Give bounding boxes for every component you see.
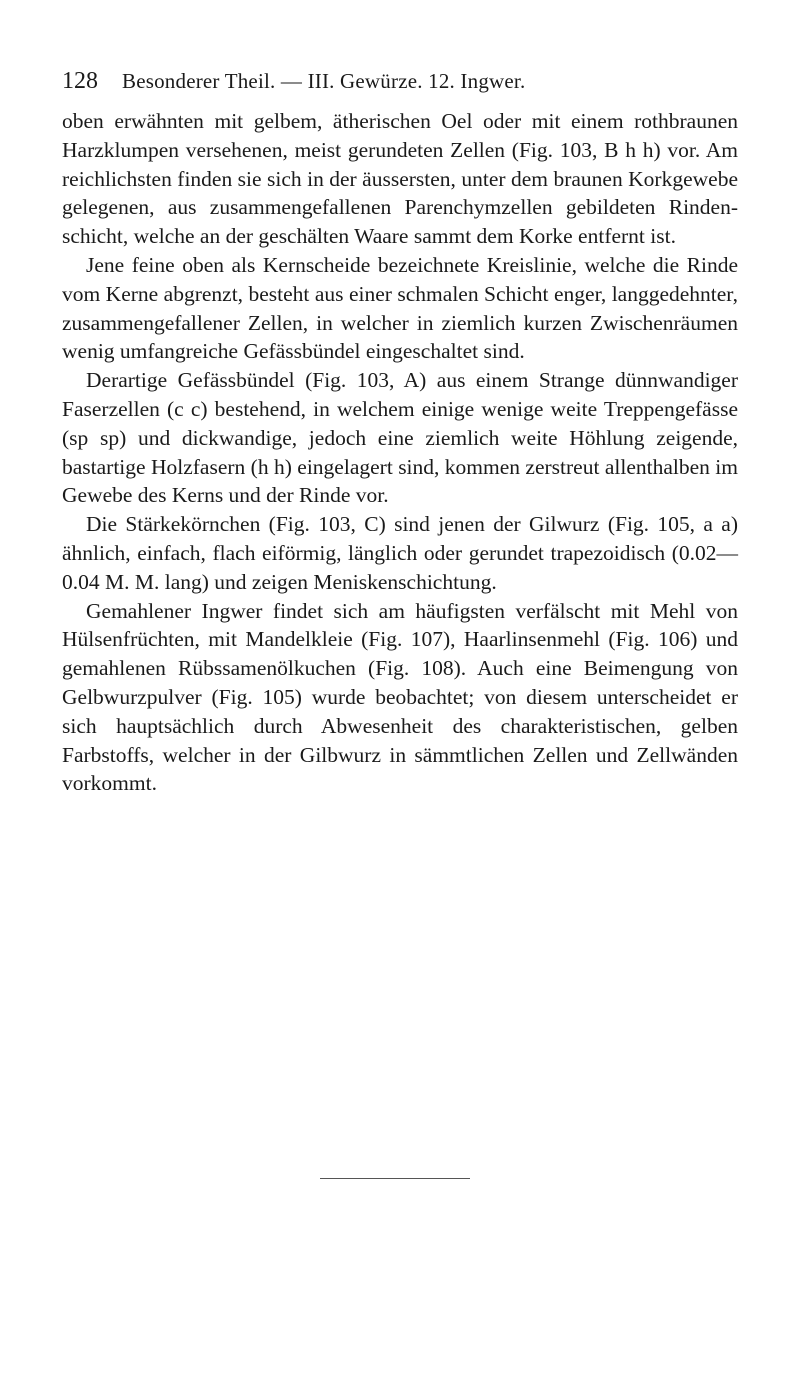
page-number: 128	[62, 68, 98, 94]
footnote-rule	[320, 1178, 470, 1179]
paragraph-kernscheide: Jene feine oben als Kernscheide bezeichnete Kreislinie, welche die Rinde vom Kerne abgrenzt, besteht aus einer schmalen Schicht enger, langgedehnter, zusammengefallener Zellen, in welcher in ziemlich kurzen Zwischenräumen wenig umfangreiche Gefässbündel eingeschaltet sind.	[62, 252, 738, 364]
running-title: Besonderer Theil. — III. Gewürze. 12. Ingwer.	[122, 69, 526, 93]
body-text	[62, 107, 738, 798]
page-header	[62, 66, 742, 96]
paragraph-staerkekoernchen: Die Stärkekörnchen (Fig. 103, C) sind jenen der Gilwurz (Fig. 105, a a) ähnlich, einfach, flach eiförmig, länglich oder gerundet trapezoidisch (0.02—0.04 M. M. lang) und zeigen Meniskenschichtung.	[62, 512, 738, 594]
paragraph-continuation: oben erwähnten mit gelbem, ätherischen Oel oder mit einem rothbraunen Harzklumpen versehenen, meist gerundeten Zellen (Fig. 103, B h h) vor. Am reichlichsten finden sie sich in der äussersten, unter dem braunen Korkgewebe gelegenen, aus zusammengefallenen Parenchymzellen gebildeten Rinden-schicht, welche an der geschälten Waare sammt dem Korke entfernt ist.	[62, 109, 738, 249]
paragraph-verfaelschung: Gemahlener Ingwer findet sich am häufigsten verfälscht mit Mehl von Hülsenfrüchten, mit Mandelkleie (Fig. 107), Haarlinsenmehl (Fig. 106) und gemahlenen Rübssamenölkuchen (Fig. 108). Auch eine Beimengung von Gelbwurzpulver (Fig. 105) wurde beobachtet; von diesem unterscheidet er sich hauptsächlich durch Abwesenheit des charakteristischen, gelben Farbstoffs, welcher in der Gilbwurz in sämmtlichen Zellen und Zellwänden vorkommt.	[62, 598, 738, 796]
paragraph-gefaessbuendel: Derartige Gefässbündel (Fig. 103, A) aus einem Strange dünnwandiger Faserzellen (c c) bestehend, in welchem einige wenige weite Treppengefässe (sp sp) und dickwandige, jedoch eine ziemlich weite Höhlung zeigende, bastartige Holzfasern (h h) eingelagert sind, kommen zerstreut allenthalben im Gewebe des Kerns und der Rinde vor.	[62, 368, 738, 508]
